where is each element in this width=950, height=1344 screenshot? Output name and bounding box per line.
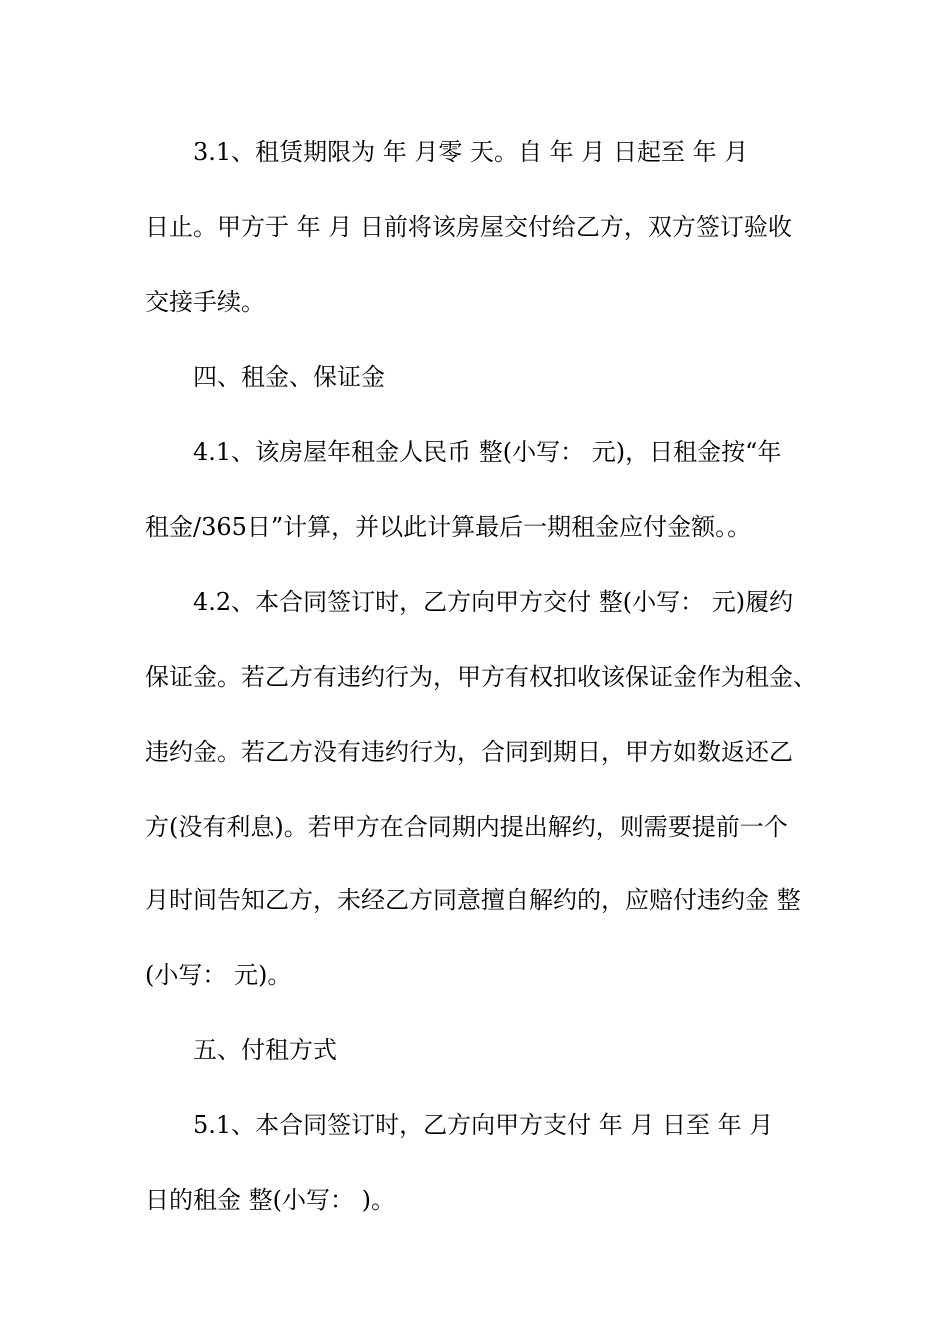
clause-5-1-line-2: 日的租金 整(小写： )。 bbox=[145, 1186, 395, 1214]
clause-4-2-line-1: 4.2、本合同签订时，乙方向甲方交付 整(小写： 元)履约 bbox=[193, 588, 794, 616]
section-5-heading: 五、付租方式 bbox=[193, 1036, 337, 1064]
clause-4-2-line-6: (小写： 元)。 bbox=[145, 961, 292, 989]
clause-3-1-line-1: 3.1、租赁期限为 年 月零 天。自 年 月 日起至 年 月 bbox=[193, 138, 749, 166]
clause-4-2-line-2: 保证金。若乙方有违约行为，甲方有权扣收该保证金作为租金、 bbox=[145, 663, 817, 691]
section-4-heading: 四、租金、保证金 bbox=[193, 363, 385, 391]
clause-4-1-line-2: 租金/365日”计算，并以此计算最后一期租金应付金额。。 bbox=[145, 513, 752, 541]
clause-4-2-line-5: 月时间告知乙方，未经乙方同意擅自解约的，应赔付违约金 整 bbox=[145, 886, 801, 914]
clause-5-1-line-1: 5.1、本合同签订时，乙方向甲方支付 年 月 日至 年 月 bbox=[193, 1111, 774, 1139]
clause-4-2-line-4: 方(没有利息)。若甲方在合同期内提出解约，则需要提前一个 bbox=[145, 813, 788, 841]
clause-3-1-line-3: 交接手续。 bbox=[145, 288, 265, 316]
clause-4-2-line-3: 违约金。若乙方没有违约行为，合同到期日，甲方如数返还乙 bbox=[145, 738, 793, 766]
clause-3-1-line-2: 日止。甲方于 年 月 日前将该房屋交付给乙方，双方签订验收 bbox=[145, 213, 792, 241]
clause-4-1-line-1: 4.1、该房屋年租金人民币 整(小写： 元)，日租金按“年 bbox=[193, 438, 782, 466]
